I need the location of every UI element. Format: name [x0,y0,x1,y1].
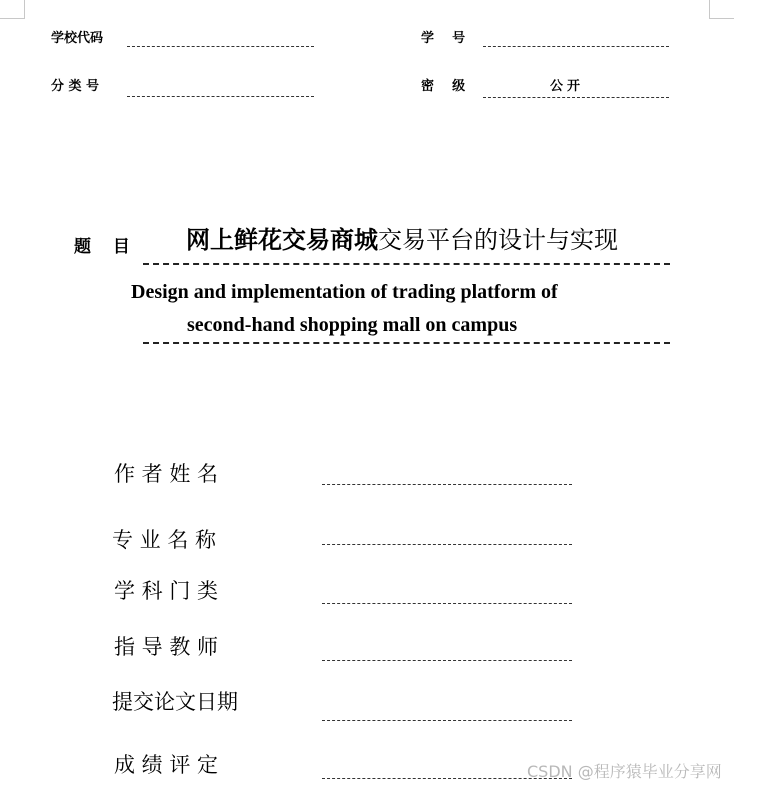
advisor-label: 指 导 教 师 [114,635,219,659]
classification-field[interactable] [127,96,314,97]
school-code-label: 学校代码 [51,31,104,46]
title-chinese-normal: 交易平台的设计与实现 [378,226,618,254]
security-level-label: 密 级 [421,79,466,94]
title-chinese [186,224,618,256]
grade-evaluation-label: 成 绩 评 定 [114,753,219,777]
major-name-label: 专 业 名 称 [112,528,217,552]
title-chinese-bold: 网上鲜花交易商城 [186,226,378,254]
page-corner-mark-right [709,0,734,19]
discipline-category-label: 学 科 门 类 [114,579,219,603]
classification-label: 分 类 号 [51,79,100,94]
title-english-line-1: Design and implementation of trading platform of [131,281,558,303]
security-level-field[interactable] [483,97,669,98]
major-name-field[interactable] [322,544,572,545]
submission-date-label: 提交论文日期 [112,690,238,714]
author-name-label: 作 者 姓 名 [114,462,219,486]
title-underline-bottom [143,342,670,344]
page-corner-mark-left [0,0,25,19]
title-label: 题 目 [74,237,138,257]
student-id-field[interactable] [483,46,669,47]
title-underline-top [143,263,670,265]
student-id-label: 学 号 [421,31,466,46]
csdn-watermark: CSDN @程序猿毕业分享网 [527,762,722,781]
discipline-category-field[interactable] [322,603,572,604]
security-level-value: 公开 [550,79,585,94]
title-english-line-2: second-hand shopping mall on campus [187,314,518,336]
author-name-field[interactable] [322,484,572,485]
school-code-field[interactable] [127,46,314,47]
advisor-field[interactable] [322,660,572,661]
submission-date-field[interactable] [322,720,572,721]
